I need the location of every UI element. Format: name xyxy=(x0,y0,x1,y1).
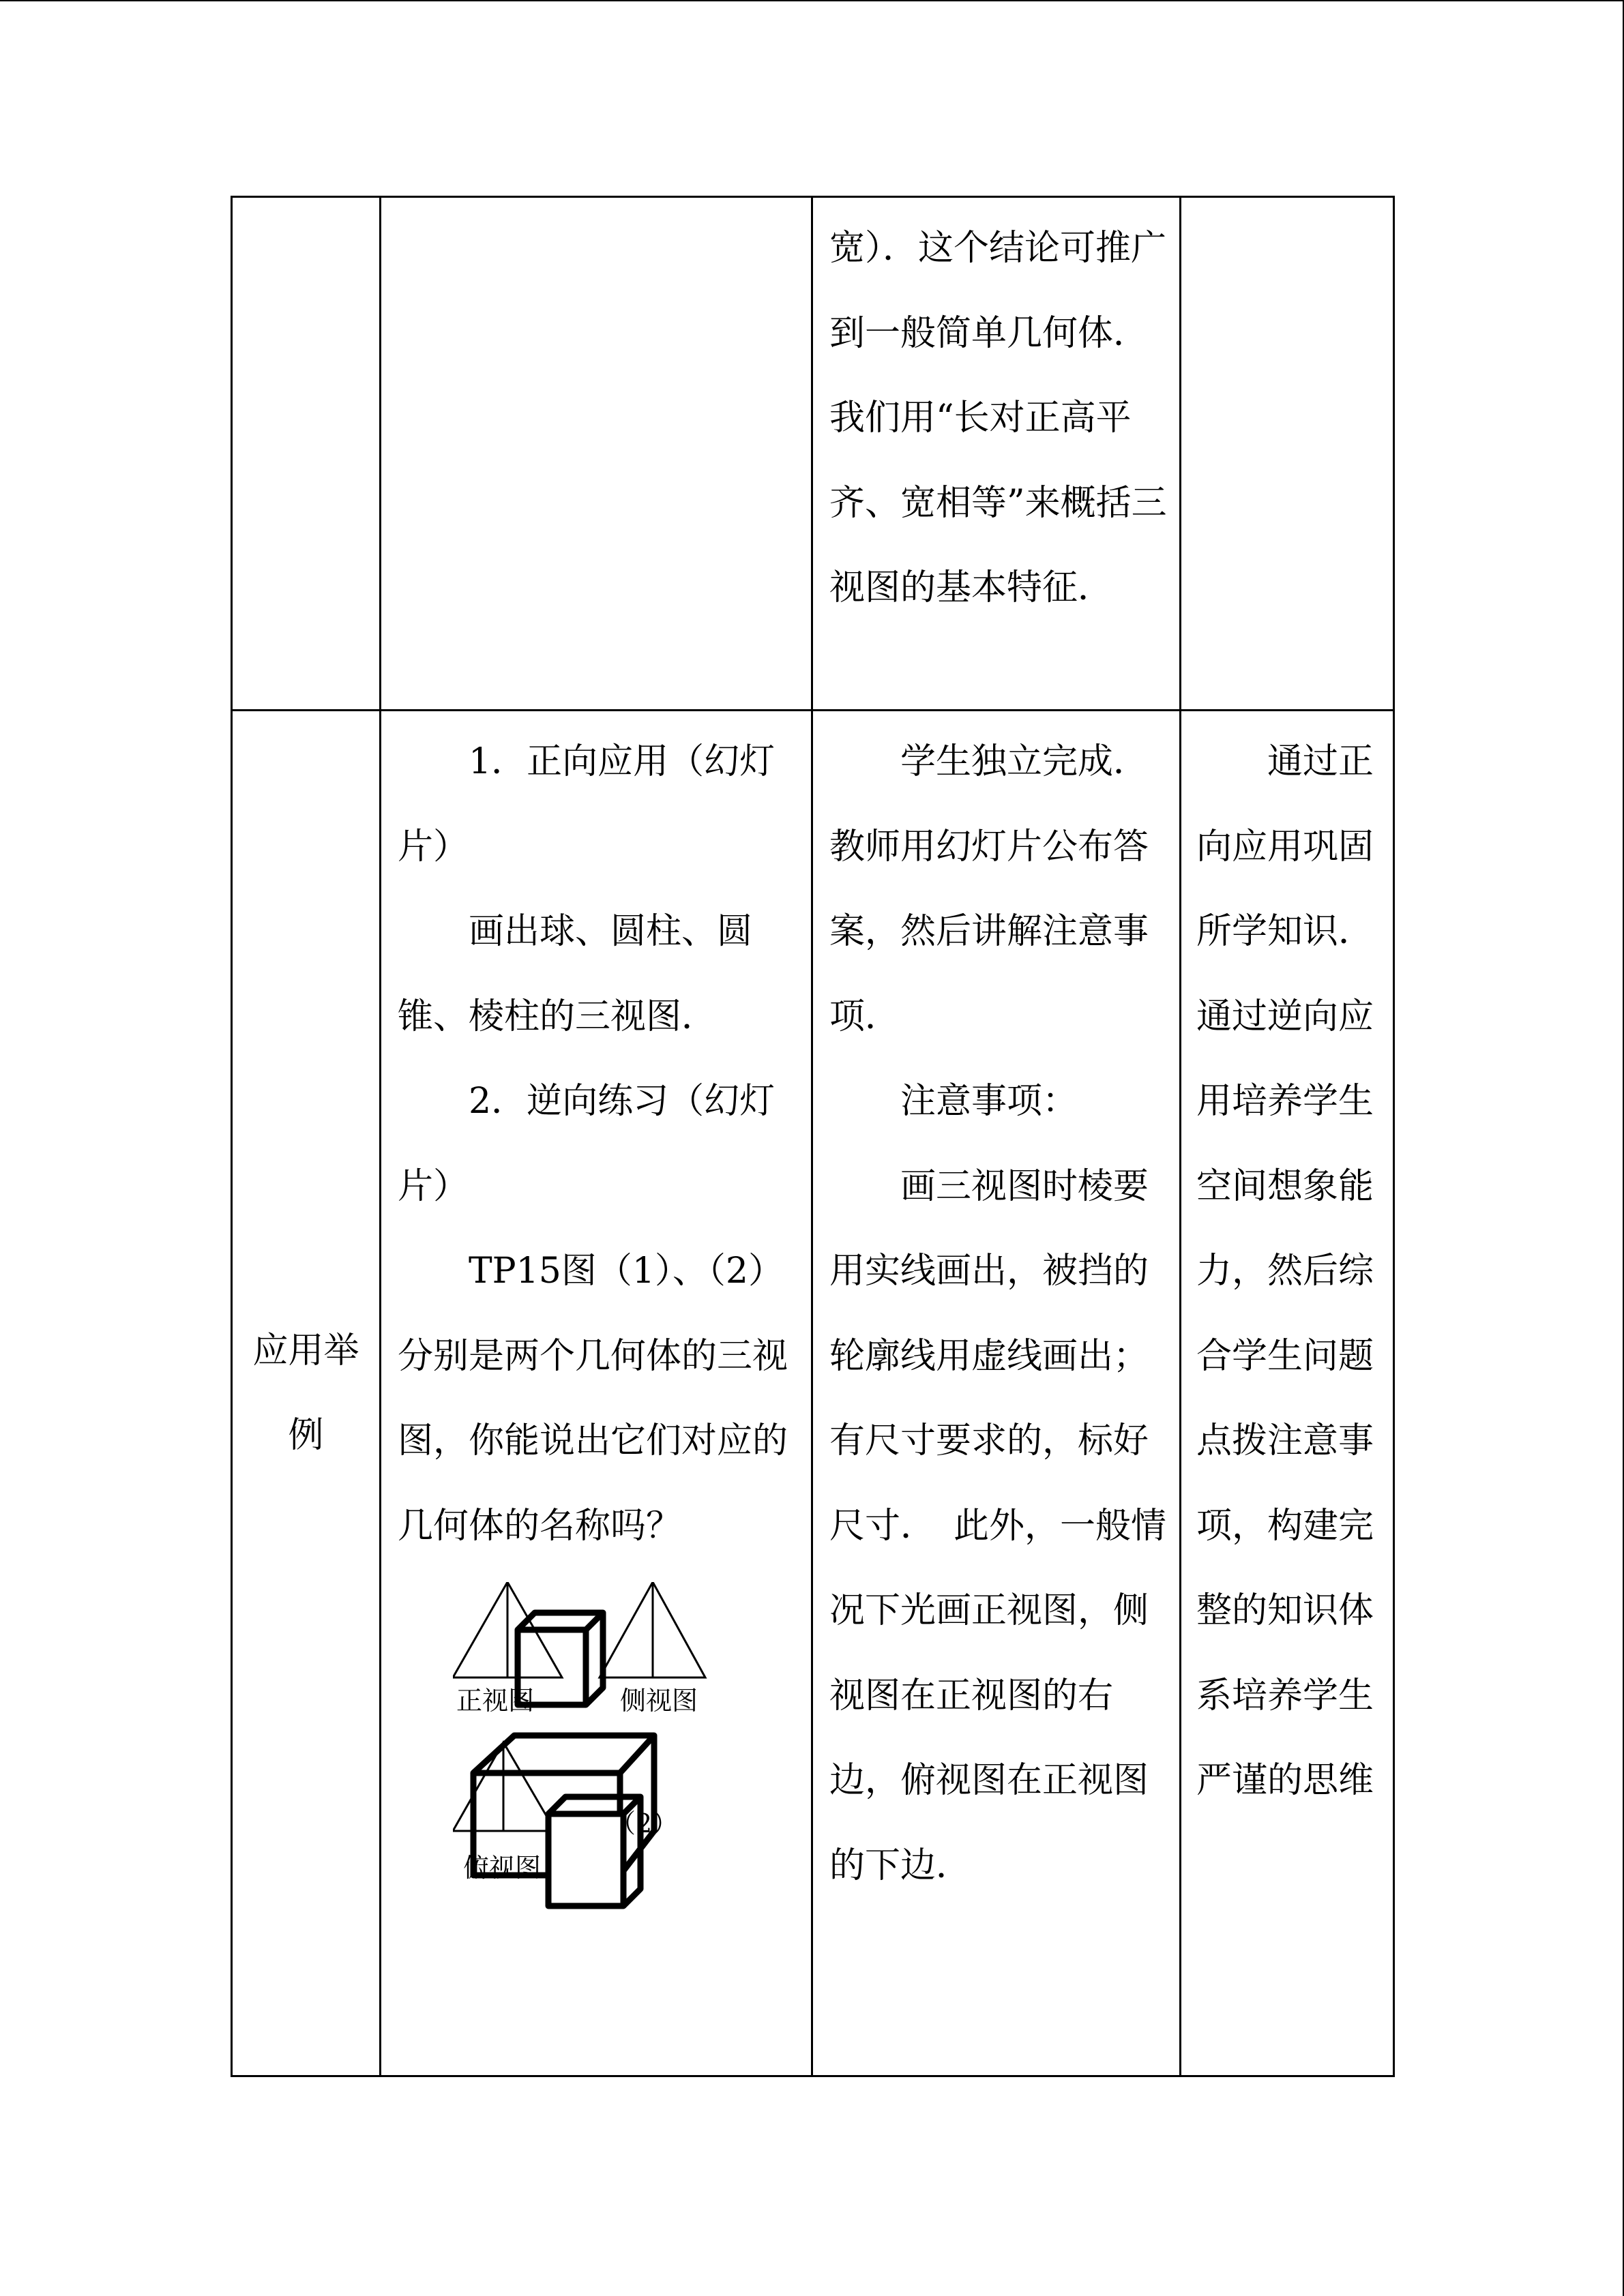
top-view-label: 俯视图 xyxy=(463,1853,542,1883)
activity-text: 宽）．这个结论可推广到一般简单几何体．我们用“长对正高平齐、宽相等”来概括三视图的基本特征． xyxy=(829,228,1167,608)
activity-cell xyxy=(812,197,1181,711)
stage-label: 应用举例 xyxy=(252,1330,359,1456)
three-view-figure xyxy=(453,1582,794,1923)
figure-number-label: （2） xyxy=(610,1808,679,1838)
activity-text: 学生独立完成．教师用幻灯片公布答案，然后讲解注意事项． 注意事项： 画三视图时棱要用实线画出，被挡的轮廓线用虚线画出；有尺寸要求的，标好尺寸． 此外，一般情况下光画正视图，侧视图在正视图的右边，俯视图在正视图的下边． xyxy=(829,741,1167,1886)
activity-cell xyxy=(812,711,1181,2076)
content-text: 1．正向应用（幻灯片） 画出球、圆柱、圆锥、棱柱的三视图． 2．逆向练习（幻灯片） TP15图（1）、（2）分别是两个几何体的三视图，你能说出它们对应的几何体的名称吗？ xyxy=(398,741,788,1547)
intent-text: 通过正向应用巩固所学知识．通过逆向应用培养学生空间想象能力，然后综合学生问题点拨注意事项，构建完整的知识体系培养学生严谨的思维 xyxy=(1196,741,1374,1801)
large-cube-edge xyxy=(620,1735,654,1773)
content-cell-empty xyxy=(381,197,812,711)
content-cell xyxy=(381,711,812,2076)
intent-cell xyxy=(1181,711,1394,2076)
lesson-plan-table xyxy=(231,196,1395,2077)
intent-cell-empty xyxy=(1181,197,1394,711)
stage-cell xyxy=(232,711,381,2076)
stage-cell-empty xyxy=(232,197,381,711)
table-row xyxy=(232,711,1394,2076)
table-row xyxy=(232,197,1394,711)
front-view-label: 正视图 xyxy=(456,1686,535,1716)
side-view-label: 侧视图 xyxy=(620,1686,698,1716)
